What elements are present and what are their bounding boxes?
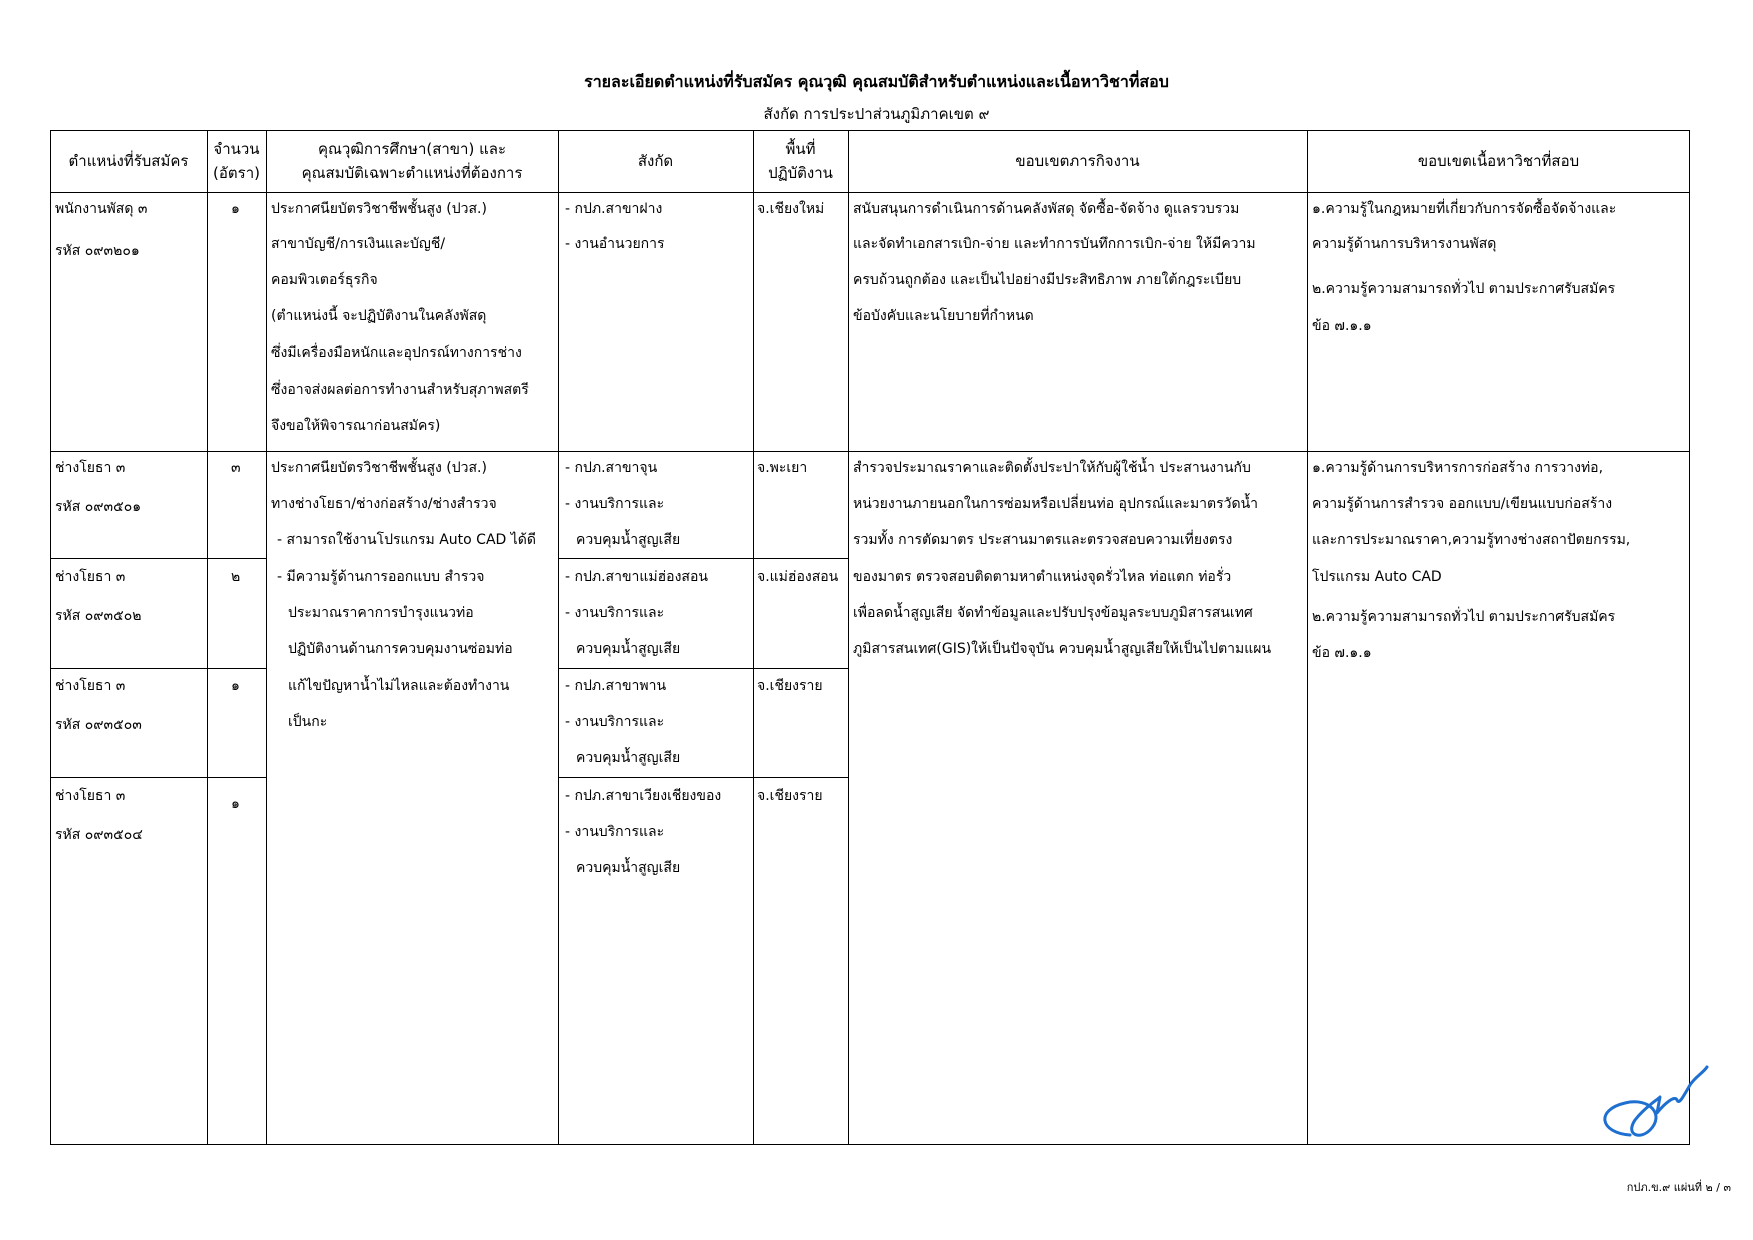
header-qualification-line1: คุณวุฒิการศึกษา(สาขา) และ <box>317 140 507 158</box>
header-duties <box>848 130 1307 192</box>
signature-mark <box>1595 1055 1715 1145</box>
rowb3-position-title: ช่างโยธา ๓ <box>55 678 126 694</box>
groupb-duties-line: หน่วยงานภายนอกในการซ่อมหรือเปลี่ยนท่อ อุปกรณ์และมาตรวัดน้ำ <box>853 496 1259 512</box>
row1-exam-line: ๑.ความรู้ในกฎหมายที่เกี่ยวกับการจัดซื้อจัดจ้างและ <box>1312 201 1617 217</box>
rowb4-count: ๑ <box>231 796 240 812</box>
groupb-qualification-line: ประมาณราคาการบำรุงแนวท่อ <box>288 605 474 621</box>
groupb-exam-line: ๑.ความรู้ด้านการบริหารการก่อสร้าง การวางท่อ, <box>1312 460 1604 476</box>
header-affiliation <box>558 130 753 192</box>
rowb3-area: จ.เชียงราย <box>757 678 823 694</box>
row1-area: จ.เชียงใหม่ <box>757 201 825 217</box>
groupb-qualification-line: - มีความรู้ด้านการออกแบบ สำรวจ <box>277 569 485 585</box>
row1-count: ๑ <box>231 201 240 217</box>
rowb3-affiliation-line: - งานบริการและ <box>565 714 665 730</box>
groupb-duties-line: เพื่อลดน้ำสูญเสีย จัดทำข้อมูลและปรับปรุงข้อมูลระบบภูมิสารสนเทศ <box>853 605 1253 621</box>
header-count <box>207 130 266 192</box>
header-qualification <box>266 130 558 192</box>
rowb4-position-code: รหัส ๐๙๓๕๐๔ <box>55 827 143 843</box>
header-count-line1: จำนวน <box>213 140 260 158</box>
rowb1-position-code: รหัส ๐๙๓๕๐๑ <box>55 499 142 515</box>
groupb-qualification-line: - สามารถใช้งานโปรแกรม Auto CAD ได้ดี <box>277 532 536 548</box>
row1-qualification-line: ประกาศนียบัตรวิชาชีพชั้นสูง (ปวส.) <box>271 201 487 217</box>
rowb2-position-title: ช่างโยธา ๓ <box>55 569 126 585</box>
header-position-text: ตำแหน่งที่รับสมัคร <box>68 152 189 170</box>
groupb-exam-line: และการประมาณราคา,ความรู้ทางช่างสถาปัตยกรรม, <box>1312 532 1631 548</box>
header-area-line1: พื้นที่ <box>785 140 816 158</box>
row1-qualification-line: ซึ่งมีเครื่องมือหนักและอุปกรณ์ทางการช่าง <box>271 345 522 361</box>
rowb3-count: ๑ <box>231 678 240 694</box>
header-qualification-line2: คุณสมบัติเฉพาะตำแหน่งที่ต้องการ <box>301 164 523 182</box>
rowb2-count: ๒ <box>231 569 241 585</box>
header-exam <box>1307 130 1690 192</box>
row1-duties-line: สนับสนุนการดำเนินการด้านคลังพัสดุ จัดซื้อ-จัดจ้าง ดูแลรวบรวม <box>853 201 1240 217</box>
header-affiliation-text: สังกัด <box>637 152 674 170</box>
row1-affiliation-line: - งานอำนวยการ <box>565 236 665 252</box>
row1-duties-line: ข้อบังคับและนโยบายที่กำหนด <box>853 308 1034 324</box>
header-count-line2: (อัตรา) <box>213 164 260 182</box>
rowb1-affiliation-line: - กปภ.สาขาจุน <box>565 460 658 476</box>
groupb-qualification-line: แก้ไขปัญหาน้ำไม่ไหลและต้องทำงาน <box>288 678 510 694</box>
row1-duties-line: และจัดทำเอกสารเบิก-จ่าย และทำการบันทึกการเบิก-จ่าย ให้มีความ <box>853 236 1256 252</box>
groupb-duties-line: ภูมิสารสนเทศ(GIS)ให้เป็นปัจจุบัน ควบคุมน้ำสูญเสียให้เป็นไปตามแผน <box>853 641 1272 657</box>
signature-stroke <box>1605 1067 1707 1135</box>
rowb4-affiliation-line: - กปภ.สาขาเวียงเชียงของ <box>565 788 722 804</box>
header-area <box>753 130 848 192</box>
row1-exam-line: ๒.ความรู้ความสามารถทั่วไป ตามประกาศรับสมัคร <box>1312 281 1616 297</box>
document-subtitle: สังกัด การประปาส่วนภูมิภาคเขต ๙ <box>763 105 990 123</box>
rowb2-affiliation-line: ควบคุมน้ำสูญเสีย <box>576 641 681 657</box>
rowb1-affiliation-line: ควบคุมน้ำสูญเสีย <box>576 532 681 548</box>
row1-duties-line: ครบถ้วนถูกต้อง และเป็นไปอย่างมีประสิทธิภาพ ภายใต้กฎระเบียบ <box>853 272 1242 288</box>
row1-position-code: รหัส ๐๙๓๒๐๑ <box>55 243 140 259</box>
rowb4-area: จ.เชียงราย <box>757 788 823 804</box>
groupb-exam-line: ข้อ ๗.๑.๑ <box>1312 645 1372 661</box>
document-title: รายละเอียดตำแหน่งที่รับสมัคร คุณวุฒิ คุณสมบัติสำหรับตำแหน่งและเนื้อหาวิชาที่สอบ <box>584 72 1169 91</box>
header-exam-text: ขอบเขตเนื้อหาวิชาที่สอบ <box>1417 152 1580 170</box>
row1-qualification-line: จึงขอให้พิจารณาก่อนสมัคร) <box>271 418 441 434</box>
rowb2-area: จ.แม่ฮ่องสอน <box>757 569 839 585</box>
rowb2-position-code: รหัส ๐๙๓๕๐๒ <box>55 608 142 624</box>
row1-qualification-line: ซึ่งอาจส่งผลต่อการทำงานสำหรับสุภาพสตรี <box>271 382 529 398</box>
row1-qualification-line: สาขาบัญชี/การเงินและบัญชี/ <box>271 236 446 252</box>
row1-exam-line: ความรู้ด้านการบริหารงานพัสดุ <box>1312 236 1497 252</box>
row1-exam-line: ข้อ ๗.๑.๑ <box>1312 318 1372 334</box>
row1-affiliation-line: - กปภ.สาขาฝาง <box>565 201 663 217</box>
rowb3-affiliation-line: ควบคุมน้ำสูญเสีย <box>576 750 681 766</box>
groupb-duties-line: ของมาตร ตรวจสอบติดตามหาตำแหน่งจุดรั่วไหล ท่อแตก ท่อรั่ว <box>853 569 1232 585</box>
groupb-exam-line: ความรู้ด้านการสำรวจ ออกแบบ/เขียนแบบก่อสร้าง <box>1312 496 1613 512</box>
groupb-qualification-line: ทางช่างโยธา/ช่างก่อสร้าง/ช่างสำรวจ <box>271 496 497 512</box>
groupb-qualification-line: เป็นกะ <box>288 714 328 730</box>
rowb4-affiliation-line: ควบคุมน้ำสูญเสีย <box>576 860 681 876</box>
row1-qualification-line: คอมพิวเตอร์ธุรกิจ <box>271 272 378 288</box>
rowb1-area: จ.พะเยา <box>757 460 808 476</box>
rowb4-position-title: ช่างโยธา ๓ <box>55 788 126 804</box>
groupb-qualification-line: ปฏิบัติงานด้านการควบคุมงานซ่อมท่อ <box>288 641 513 657</box>
header-area-line2: ปฏิบัติงาน <box>768 164 833 182</box>
groupb-duties-line: สำรวจประมาณราคาและติดตั้งประปาให้กับผู้ใช้น้ำ ประสานงานกับ <box>853 460 1251 476</box>
groupb-duties-line: รวมทั้ง การตัดมาตร ประสานมาตรและตรวจสอบความเที่ยงตรง <box>853 532 1233 548</box>
groupb-qualification-line: ประกาศนียบัตรวิชาชีพชั้นสูง (ปวส.) <box>271 460 487 476</box>
header-position <box>50 130 207 192</box>
rowb1-position-title: ช่างโยธา ๓ <box>55 460 126 476</box>
page-footer: กปภ.ข.๙ แผ่นที่ ๒ / ๓ <box>1626 1181 1731 1194</box>
rowb4-affiliation-line: - งานบริการและ <box>565 824 665 840</box>
rowb3-position-code: รหัส ๐๙๓๕๐๓ <box>55 717 142 733</box>
rowb2-affiliation-line: - กปภ.สาขาแม่ฮ่องสอน <box>565 569 708 585</box>
row1-position-title: พนักงานพัสดุ ๓ <box>55 201 148 217</box>
rowb1-count: ๓ <box>231 460 241 476</box>
rowb3-affiliation-line: - กปภ.สาขาพาน <box>565 678 667 694</box>
rowb1-affiliation-line: - งานบริการและ <box>565 496 665 512</box>
groupb-exam-line: โปรแกรม Auto CAD <box>1312 569 1442 585</box>
row1-qualification-line: (ตำแหน่งนี้ จะปฏิบัติงานในคลังพัสดุ <box>271 308 487 324</box>
groupb-exam-line: ๒.ความรู้ความสามารถทั่วไป ตามประกาศรับสมัคร <box>1312 609 1616 625</box>
header-duties-text: ขอบเขตภารกิจงาน <box>1015 152 1140 170</box>
rowb2-affiliation-line: - งานบริการและ <box>565 605 665 621</box>
